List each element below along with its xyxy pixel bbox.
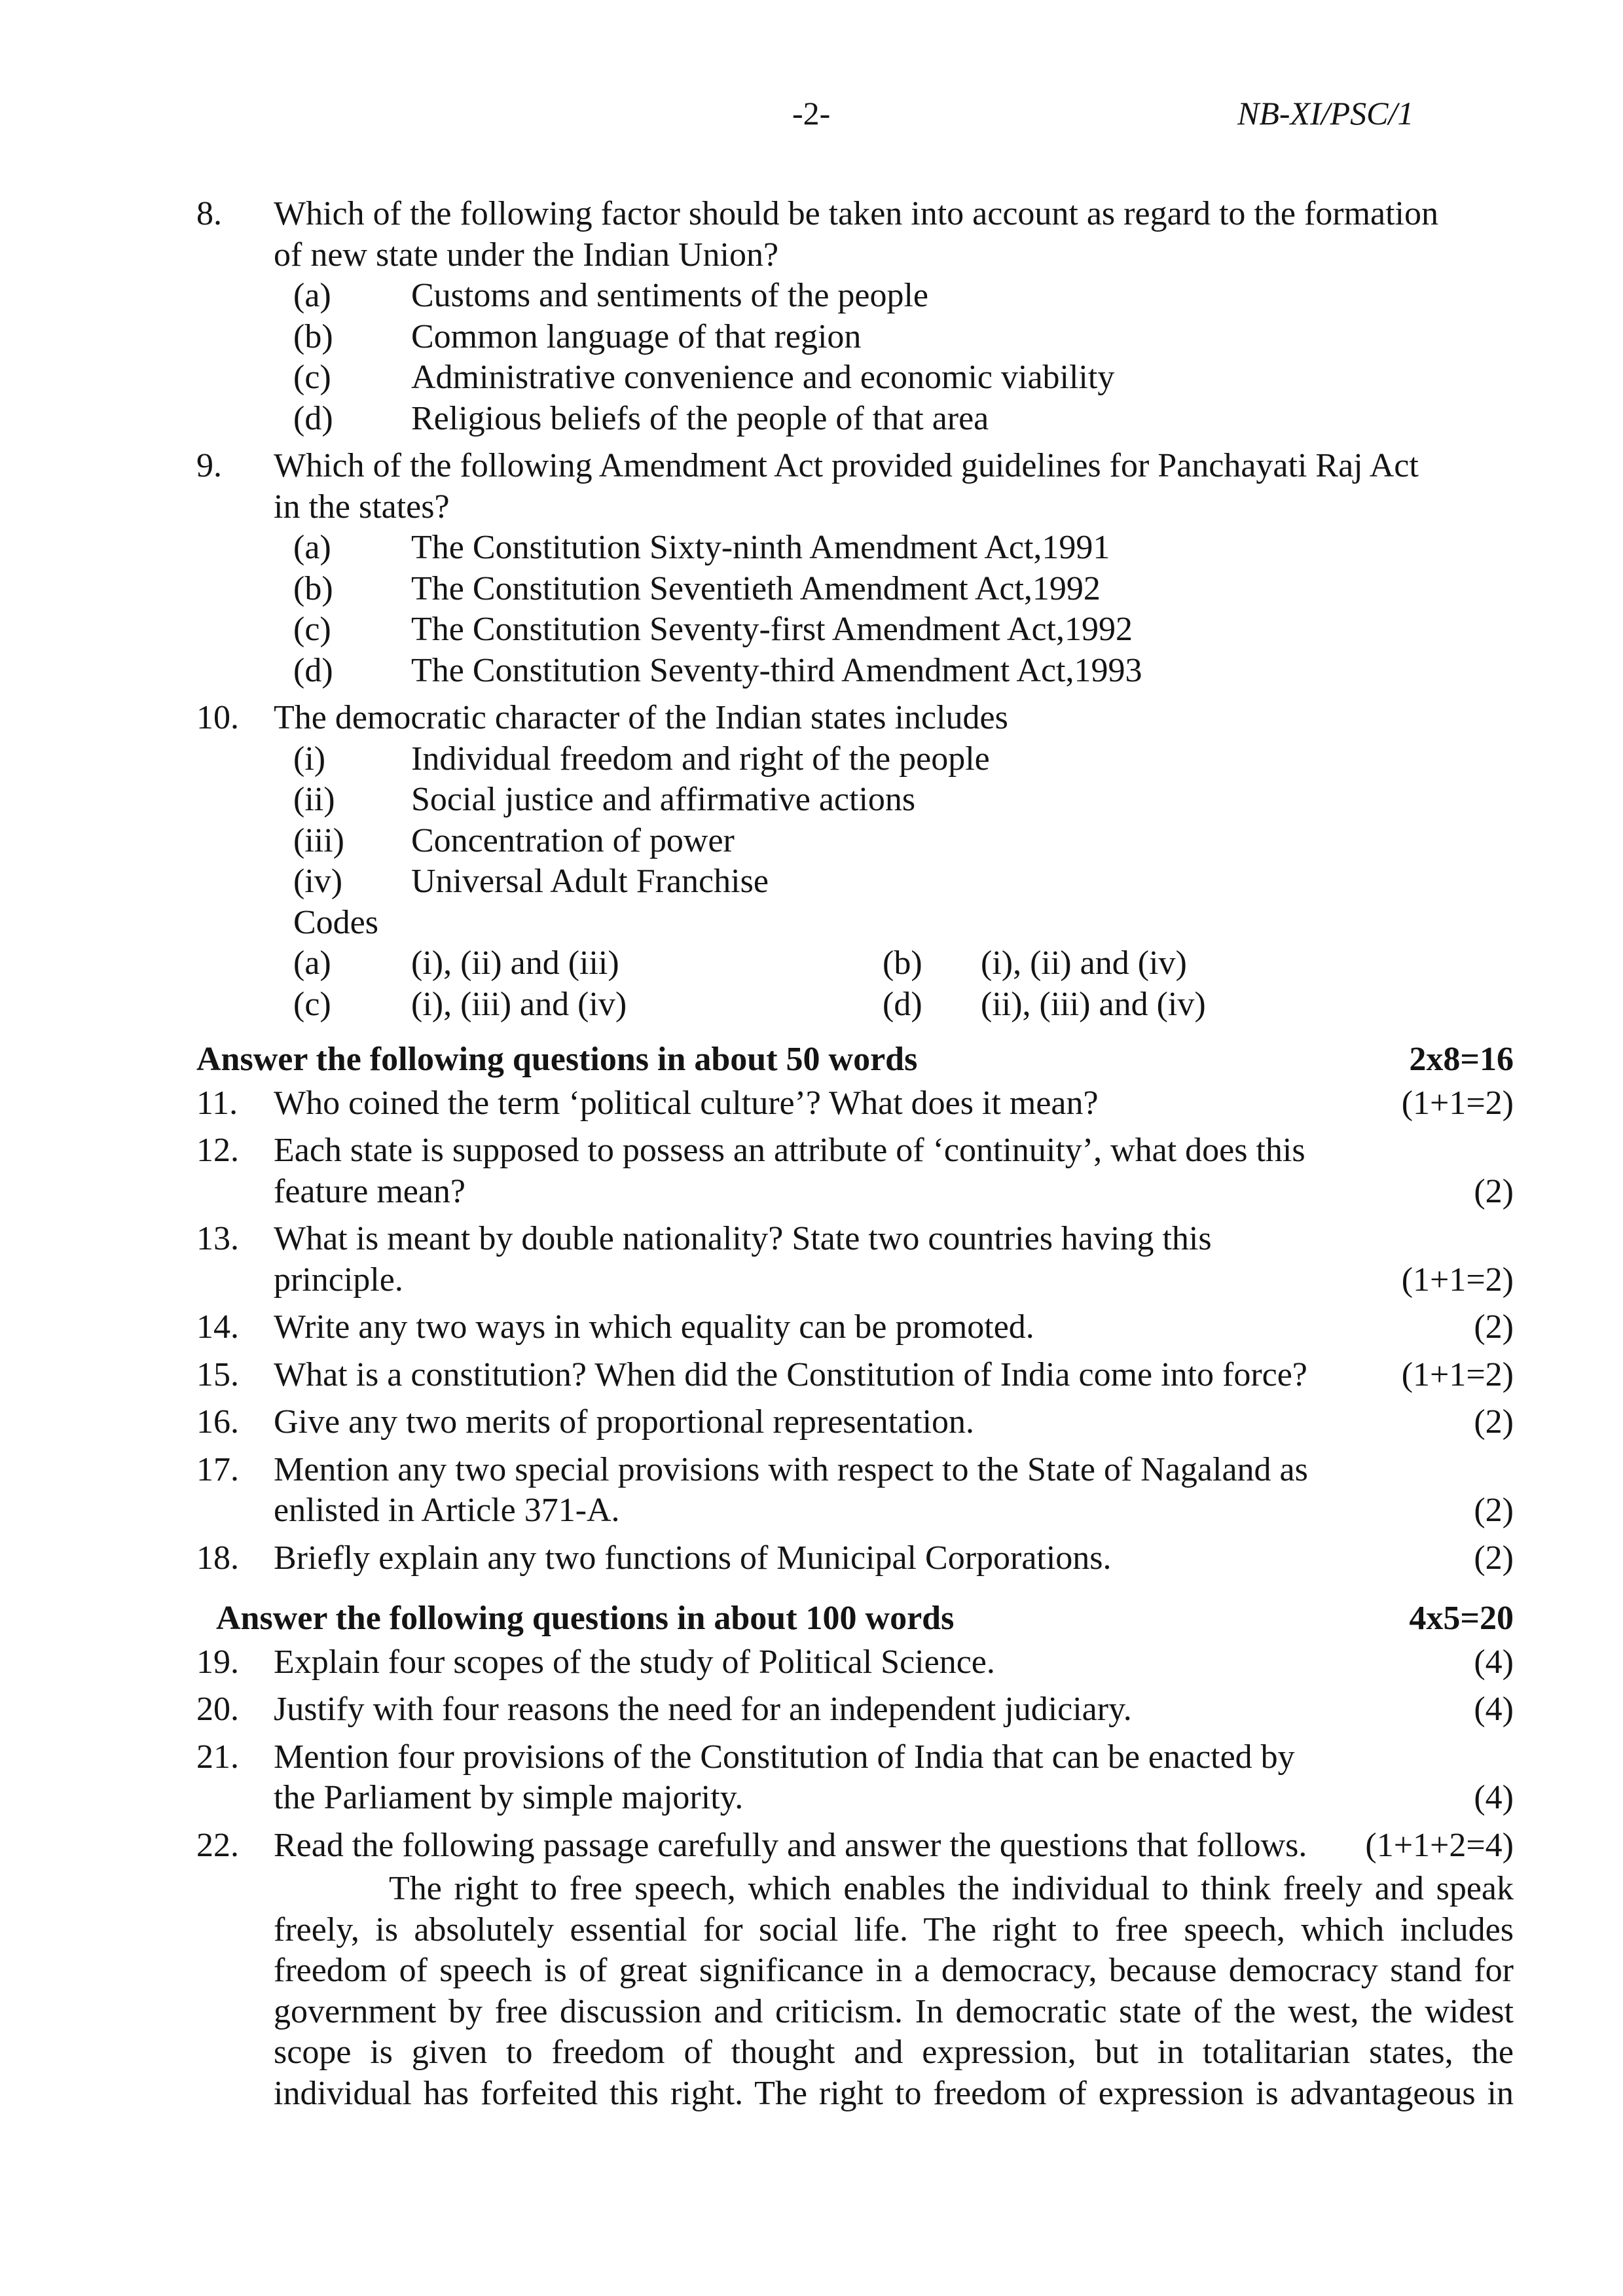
codes-label: Codes [293, 903, 378, 941]
question-11 [196, 1083, 1514, 1124]
question-marks: (2) [1474, 1172, 1514, 1210]
statement-label: (iii) [293, 821, 344, 859]
question-number: 8. [196, 195, 222, 232]
section-heading [196, 1039, 1514, 1081]
question-text-line: Mention four provisions of the Constitution of India that can be enacted by [274, 1738, 1295, 1776]
question-20 [196, 1689, 1514, 1731]
question-19 [196, 1642, 1514, 1683]
question-text-line: Who coined the term ‘political culture’? What does it mean? [274, 1084, 1099, 1122]
code-text: (i), (iii) and (iv) [411, 985, 627, 1023]
question-marks: (4) [1474, 1779, 1514, 1816]
question-8 [196, 194, 1514, 439]
question-14 [196, 1307, 1514, 1348]
option-c [293, 357, 1514, 399]
codes-grid [293, 943, 1514, 1025]
option-label: (d) [293, 651, 333, 689]
options-list [293, 276, 1514, 439]
statement-label: (i) [293, 740, 326, 778]
option-label: (a) [293, 529, 331, 566]
question-9 [196, 446, 1514, 691]
option-label: (c) [293, 611, 331, 648]
question-text-line: Explain four scopes of the study of Political Science. [274, 1643, 995, 1681]
question-number: 21. [196, 1738, 239, 1776]
question-text-line: What is meant by double nationality? State two countries having this [274, 1220, 1212, 1257]
statement-label: (ii) [293, 781, 335, 818]
option-a [293, 276, 1514, 317]
question-number: 11. [196, 1084, 238, 1122]
question-marks: (2) [1474, 1492, 1514, 1529]
question-marks: (1+1=2) [1401, 1355, 1514, 1393]
option-a [293, 528, 1514, 569]
section-title: Answer the following questions in about 50 words [196, 1041, 918, 1078]
question-marks: (4) [1474, 1643, 1514, 1681]
question-text-line: in the states? [274, 488, 450, 526]
code-text: (ii), (iii) and (iv) [981, 985, 1206, 1023]
statement-i [293, 739, 1514, 780]
question-marks: (2) [1474, 1308, 1514, 1346]
question-10 [196, 698, 1514, 1025]
statement-text: Social justice and affirmative actions [411, 781, 916, 818]
section-marks: 4x5=20 [1409, 1600, 1514, 1637]
question-text-line: The democratic character of the Indian states includes [274, 699, 1008, 736]
statement-text: Individual freedom and right of the people [411, 740, 990, 778]
statement-text: Concentration of power [411, 821, 735, 859]
question-text-line: the Parliament by simple majority. [274, 1779, 744, 1816]
question-number: 9. [196, 447, 222, 484]
option-text: Common language of that region [411, 317, 862, 355]
question-16 [196, 1402, 1514, 1443]
question-text-line: Which of the following factor should be taken into account as regard to the formation [274, 195, 1438, 232]
question-13 [196, 1219, 1514, 1300]
statement-list [293, 739, 1514, 903]
statement-ii [293, 780, 1514, 821]
question-17 [196, 1450, 1514, 1532]
code-text: (i), (ii) and (iii) [411, 944, 619, 982]
question-marks: (4) [1474, 1691, 1514, 1728]
question-number: 19. [196, 1643, 239, 1681]
option-text: Customs and sentiments of the people [411, 277, 929, 314]
question-text-line: Justify with four reasons the need for an independent judiciary. [274, 1691, 1132, 1728]
question-number: 22. [196, 1826, 239, 1864]
option-text: The Constitution Seventy-third Amendment Act,1993 [411, 651, 1142, 689]
statement-iv [293, 861, 1514, 903]
question-text-line: Each state is supposed to possess an attribute of ‘continuity’, what does this [274, 1132, 1305, 1169]
question-marks: (1+1=2) [1401, 1084, 1514, 1122]
page-number: -2- [792, 95, 831, 132]
question-marks: (1+1+2=4) [1365, 1826, 1514, 1864]
option-text: The Constitution Sixty-ninth Amendment Act,1991 [411, 529, 1110, 566]
option-text: The Constitution Seventieth Amendment Act,1992 [411, 569, 1101, 607]
question-21 [196, 1737, 1514, 1819]
question-text-line: Give any two merits of proportional representation. [274, 1403, 975, 1441]
question-text-line: Mention any two special provisions with respect to the State of Nagaland as [274, 1450, 1308, 1488]
question-number: 12. [196, 1132, 239, 1169]
question-marks: (1+1=2) [1401, 1261, 1514, 1299]
code-label: (a) [293, 944, 331, 982]
question-text-line: What is a constitution? When did the Constitution of India come into force? [274, 1355, 1307, 1393]
passage-line: individual has forfeited this right. The right to freedom of expression is advantageous in [274, 2074, 1514, 2112]
option-c [293, 609, 1514, 651]
option-b [293, 569, 1514, 610]
code-label: (c) [293, 985, 331, 1023]
passage-line: The right to free speech, which enables the individual to think freely and speak [389, 1870, 1514, 1907]
question-marks: (2) [1474, 1403, 1514, 1441]
passage-line: government by free discussion and criticism. In democratic state of the west, the widest [274, 1992, 1514, 2030]
option-text: Administrative convenience and economic viability [411, 359, 1115, 396]
option-text: Religious beliefs of the people of that area [411, 399, 989, 437]
passage-line: freedom of speech is of great significance in a democracy, because democracy stand for [274, 1952, 1514, 1989]
options-list [293, 528, 1514, 691]
question-text-line: feature mean? [274, 1172, 466, 1210]
option-label: (b) [293, 569, 333, 607]
statement-label: (iv) [293, 863, 343, 900]
code-label: (d) [883, 985, 922, 1023]
question-number: 16. [196, 1403, 239, 1441]
passage [274, 1869, 1514, 2114]
option-d [293, 651, 1514, 692]
code-text: (i), (ii) and (iv) [981, 944, 1187, 982]
question-15 [196, 1355, 1514, 1396]
question-18 [196, 1538, 1514, 1579]
question-text-line: Write any two ways in which equality can be promoted. [274, 1308, 1034, 1346]
option-label: (c) [293, 359, 331, 396]
question-number: 18. [196, 1539, 239, 1577]
option-label: (b) [293, 317, 333, 355]
option-text: The Constitution Seventy-first Amendment Act,1992 [411, 611, 1133, 648]
question-number: 10. [196, 699, 239, 736]
statement-iii [293, 821, 1514, 862]
option-d [293, 399, 1514, 440]
passage-line: freely, is absolutely essential for social life. The right to free speech, which includes [274, 1910, 1514, 1948]
question-text-line: Read the following passage carefully and answer the questions that follows. [274, 1826, 1307, 1864]
section-title: Answer the following questions in about 100 words [216, 1600, 955, 1637]
question-number: 17. [196, 1450, 239, 1488]
option-b [293, 317, 1514, 358]
statement-text: Universal Adult Franchise [411, 863, 769, 900]
question-text-line: Briefly explain any two functions of Municipal Corporations. [274, 1539, 1112, 1577]
question-content [196, 194, 1514, 2114]
question-text-line: of new state under the Indian Union? [274, 236, 779, 274]
question-number: 20. [196, 1691, 239, 1728]
question-number: 15. [196, 1355, 239, 1393]
paper-code: NB-XI/PSC/1 [1237, 95, 1414, 132]
question-text-line: enlisted in Article 371-A. [274, 1492, 620, 1529]
question-number: 14. [196, 1308, 239, 1346]
passage-line: scope is given to freedom of thought and expression, but in totalitarian states, the [274, 2034, 1514, 2071]
section-marks: 2x8=16 [1409, 1041, 1514, 1078]
code-label: (b) [883, 944, 922, 982]
section-heading [196, 1598, 1514, 1640]
question-12 [196, 1130, 1514, 1212]
option-label: (d) [293, 399, 333, 437]
question-number: 13. [196, 1220, 239, 1257]
question-22 [196, 1825, 1514, 2115]
question-marks: (2) [1474, 1539, 1514, 1577]
question-text-line: Which of the following Amendment Act provided guidelines for Panchayati Raj Act [274, 447, 1419, 484]
question-text-line: principle. [274, 1261, 403, 1299]
option-label: (a) [293, 277, 331, 314]
